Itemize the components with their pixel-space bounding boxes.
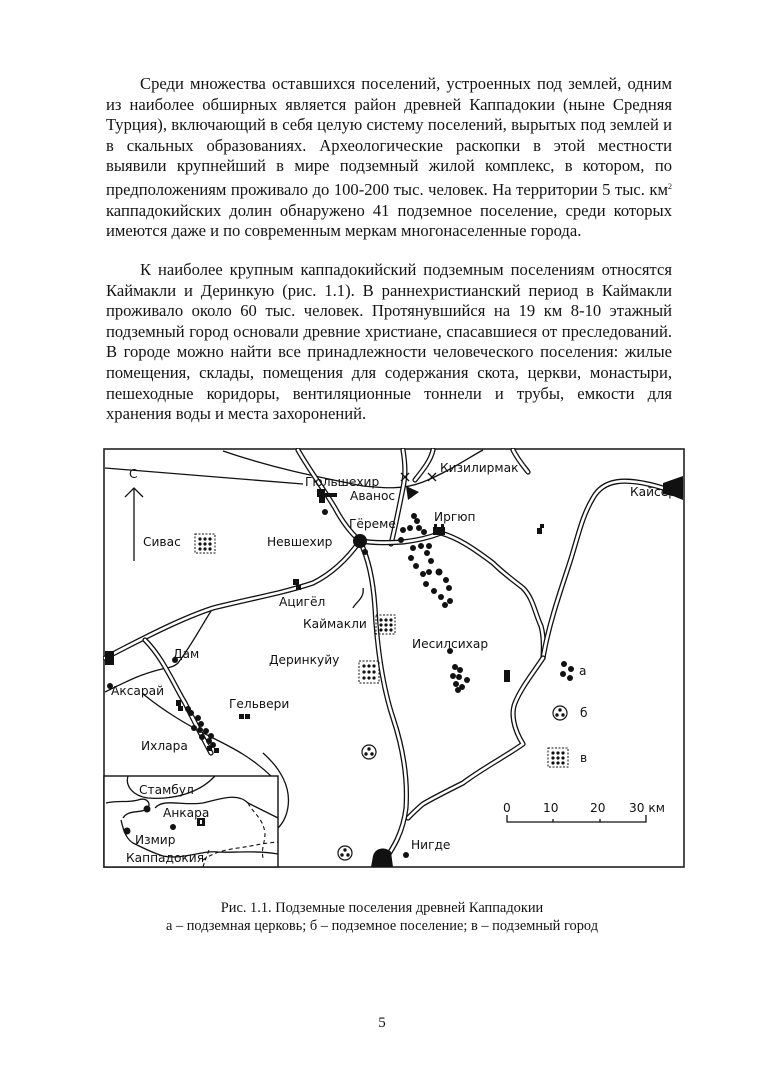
label-ihlara: Ихлара [141,739,188,753]
scale-tick-0: 0 [503,801,511,815]
label-goreme: Гёреме [349,517,396,531]
label-nevshehir: Невшехир [267,535,333,549]
aksaray-town-marker [105,651,114,665]
page-number: 5 [378,1015,386,1031]
paragraph-1 [106,74,672,242]
label-dam: Дам [173,647,200,661]
label-kayseri: Кайсери [630,485,684,499]
label-gelveri: Гельвери [229,697,290,711]
label-sivas: Сивас [143,535,181,549]
legend-key-a: а [579,664,587,678]
caption-legend: а – подземная церковь; б – подземное поселение; в – подземный город [165,918,599,934]
legend-key-v: в [580,751,588,765]
scale-tick-30: 30 км [629,801,665,815]
inset-label-izmir: Измир [135,833,176,847]
figure-caption [100,899,664,935]
inset-label-cappadocia: Каппадокия [126,851,205,865]
map-svg [103,448,685,868]
goreme-town-marker [353,534,367,548]
label-acigol: Ацигёл [279,595,326,609]
paragraph-1-text: Среди множества оставшихся поселений, устроенных под землей, одним из наиболее обширных является район древней Каппадокии (ныне Средняя Турция), включающий в себя целую систему поселений, вырытых под землей и в скальных образованиях. Археологические раскопки в этой местности выявили крупнейший в мире подземный жилой комплекс, в котором, по предположениям проживало до 100-200 тыс. человек. На территории 5 тыс. км [106,74,672,199]
label-kaymakli: Каймакли [303,617,367,631]
label-yesilhisar: Иесилсихар [412,637,489,651]
label-avanos: Аванос [350,489,396,503]
paragraph-1-tail: каппадокийских долин обнаружено 41 подземное поселение, среди которых имеются даже и по современным меркам многонаселенные города. [106,200,672,241]
label-gulshehir: Гюльшехир [305,475,380,489]
scale-tick-10: 10 [543,801,559,815]
label-nigde: Нигде [411,838,451,852]
inset-label-ankara: Анкара [163,806,210,820]
paragraph-2 [106,260,672,425]
inset-label-istanbul: Стамбул [139,783,194,797]
underground-settlement-2 [338,846,352,860]
north-label: С [129,467,138,481]
label-kizilirmak: Кизилирмак [440,461,519,475]
superscript-2: 2 [668,181,672,191]
label-aksaray: Аксарай [111,684,164,698]
label-urgup: Иргюп [434,510,476,524]
legend-settlement-symbol [553,706,567,720]
cappadocia-map-figure [103,448,685,868]
legend-key-b: б [580,706,588,720]
label-derinkuyu: Деринкуйу [269,653,340,667]
underground-settlement-1 [362,745,376,759]
caption-title: Рис. 1.1. Подземные поселения древней Каппадокии [220,900,544,916]
paragraph-2-text: К наиболее крупным каппадокийский подземным поселениям относятся Каймакли и Деринкую (рис. 1.1). В раннехристианский период в Каймакли проживало около 60 тыс. человек. Протянувшийся на 19 км 8-10 этажный подземный город основали древние христиане, спасавшиеся от преследований. В городе можно найти все принадлежности человеческого поселения: жилые помещения, склады, помещения для содержания скота, церкви, монастыри, пешеходные коридоры, вентиляционные тоннели и трубы, емкости для хранения воды и места захоронений. [106,260,672,424]
scale-tick-20: 20 [590,801,606,815]
